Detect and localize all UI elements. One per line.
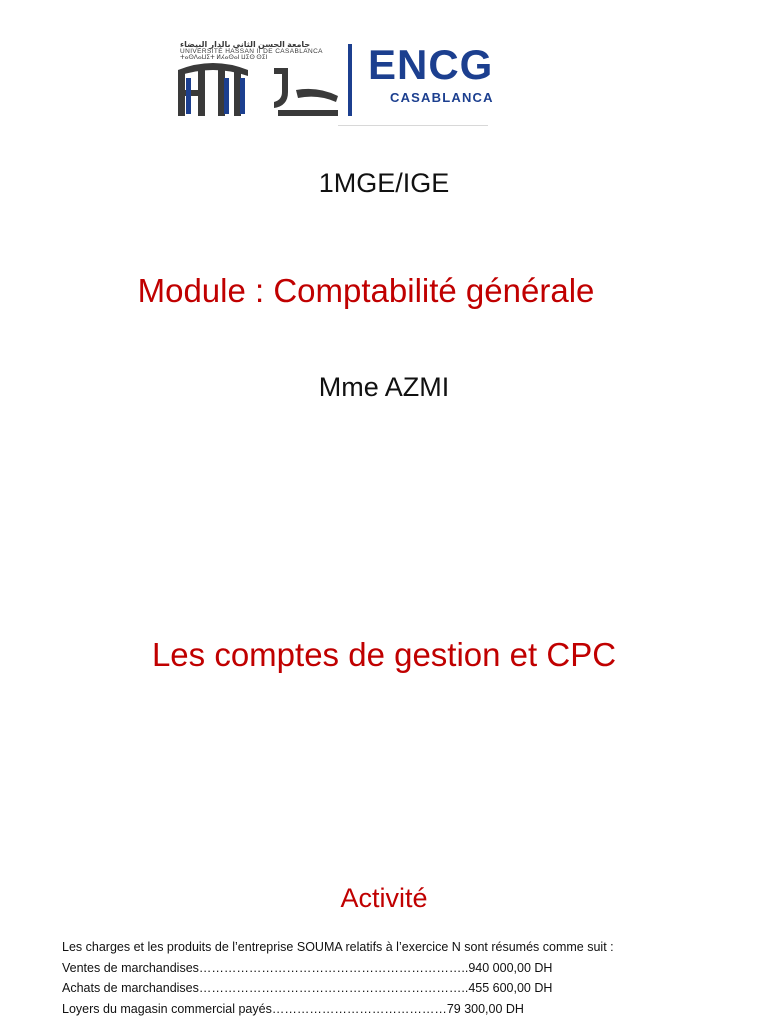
logo-underline <box>338 125 488 126</box>
statement-intro: Les charges et les produits de l’entreprise SOUMA relatifs à l’exercice N sont résumés comme suit : <box>62 940 614 954</box>
line-loyers-magasin: Loyers du magasin commercial payés……………………………………79 300,00 DH <box>62 1001 524 1016</box>
institution-logo <box>178 40 558 130</box>
module-title: Module : Comptabilité générale <box>137 272 595 309</box>
line-ventes-marchandises: Ventes de marchandises………………………………………………………..940 000,00 DH <box>62 960 553 975</box>
university-name-latin: UNIVERSITÉ HASSAN II DE CASABLANCA <box>180 48 323 55</box>
school-city: CASABLANCA <box>390 90 494 105</box>
university-name-arabic: جامعة الحسن الثاني بالدار البيضاء <box>180 40 311 49</box>
university-name-tifinagh: ⵜⴰⵙⴷⴰⵡⵉⵜ ⵍⵃⴰⵙⴰⵏ ⵡⵉⵙ ⵙⵉⵏ <box>180 55 268 61</box>
teacher-name: Mme AZMI <box>318 372 450 402</box>
school-name: ENCG <box>368 41 494 88</box>
line-achats-marchandises: Achats de marchandises………………………………………………………..455 600,00 DH <box>62 981 553 995</box>
course-title: Les comptes de gestion et CPC <box>151 636 617 673</box>
university-emblem-icon <box>178 62 343 118</box>
activity-statement <box>62 937 614 1019</box>
activity-heading: Activité <box>340 883 428 913</box>
logo-divider <box>348 44 352 116</box>
class-label: 1MGE/IGE <box>318 168 450 198</box>
